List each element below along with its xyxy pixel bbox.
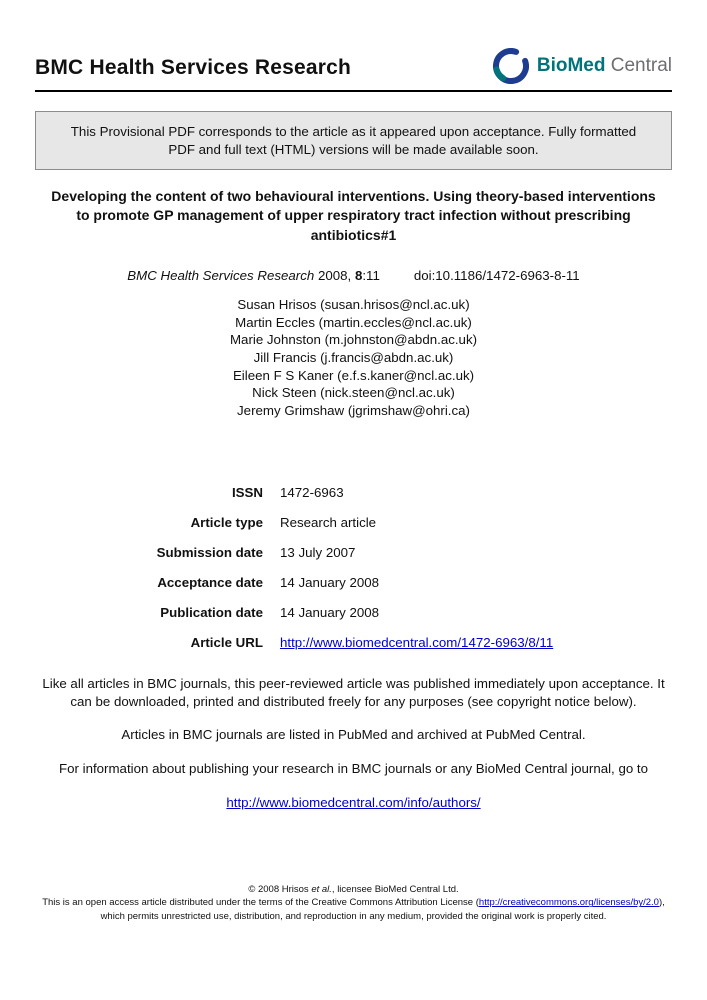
citation-volume: 8 — [354, 268, 363, 284]
biomed-central-logo — [493, 48, 672, 84]
license-after-link: ), — [658, 897, 665, 909]
license-before-link: This is an open access article distributed under the terms of the Creative Commons Attribution License ( — [42, 897, 479, 909]
publishing-info-paragraph: For information about publishing your research in BMC journals or any BioMed Central journal, go to — [58, 760, 649, 776]
metadata-row-article-type — [35, 514, 672, 531]
author-list — [35, 296, 672, 420]
metadata-label: Article type — [190, 514, 263, 530]
article-title: Developing the content of two behavioural interventions. Using theory-based interventions to promote GP management of upper respiratory tract infection without prescribing antibiotics#1 — [51, 188, 656, 243]
copyright-prefix: © 2008 Hrisos — [248, 884, 312, 896]
authors-info-link-line — [35, 795, 672, 810]
provisional-notice: This Provisional PDF corresponds to the article as it appeared upon acceptance. Fully formatted PDF and full text (HTML) versions will be made available soon. — [35, 111, 672, 170]
article-url-link[interactable]: http://www.biomedcentral.com/1472-6963/8/11 — [280, 634, 554, 650]
metadata-row-acceptance-date — [35, 574, 672, 591]
copyright-etal: et al. — [311, 884, 332, 896]
license-line2: which permits unrestricted use, distribution, and reproduction in any medium, provided the original work is properly cited. — [100, 910, 607, 922]
metadata-row-issn — [35, 484, 672, 501]
author: Eileen F S Kaner (e.f.s.kaner@ncl.ac.uk) — [232, 367, 475, 383]
metadata-table — [35, 484, 672, 651]
creative-commons-link[interactable]: http://creativecommons.org/licenses/by/2.0 — [478, 897, 659, 909]
copyright-line — [35, 883, 672, 896]
logo-text-biomed: BioMed — [536, 55, 606, 76]
author: Marie Johnston (m.johnston@abdn.ac.uk) — [229, 332, 478, 348]
pubmed-paragraph: Articles in BMC journals are listed in PubMed and archived at PubMed Central. — [121, 727, 586, 743]
metadata-value: 1472-6963 — [280, 484, 344, 500]
metadata-value: 14 January 2008 — [280, 574, 380, 590]
footer — [35, 883, 672, 923]
citation-issue: :11 — [362, 268, 380, 284]
biomed-central-logo-icon — [493, 48, 529, 84]
metadata-label: Publication date — [160, 604, 263, 620]
metadata-row-publication-date — [35, 604, 672, 621]
metadata-row-article-url — [35, 634, 672, 651]
metadata-label: ISSN — [231, 484, 263, 500]
metadata-value: 13 July 2007 — [280, 544, 356, 560]
author: Martin Eccles (martin.eccles@ncl.ac.uk) — [235, 314, 472, 330]
metadata-value — [280, 634, 672, 651]
journal-name: BMC Health Services Research — [35, 56, 352, 79]
metadata-row-submission-date — [35, 544, 672, 561]
license-text — [35, 896, 672, 923]
authors-info-link[interactable]: http://www.biomedcentral.com/info/authors/ — [226, 795, 481, 811]
open-access-paragraph: Like all articles in BMC journals, this peer-reviewed article was published immediately upon acceptance. It can be downloaded, printed and distributed freely for any purposes (see copyright notice below). — [42, 675, 665, 710]
metadata-value: 14 January 2008 — [280, 604, 380, 620]
citation-doi: doi:10.1186/1472-6963-8-11 — [413, 268, 580, 284]
author: Jeremy Grimshaw (jgrimshaw@ohri.ca) — [237, 403, 470, 419]
logo-text — [537, 55, 672, 77]
journal-header — [35, 48, 672, 84]
citation-journal: BMC Health Services Research — [127, 268, 315, 284]
metadata-label: Submission date — [156, 544, 263, 560]
header-rule — [35, 90, 672, 92]
citation-year: 2008, — [314, 268, 355, 284]
author: Susan Hrisos (susan.hrisos@ncl.ac.uk) — [237, 297, 470, 313]
metadata-value: Research article — [280, 514, 377, 530]
logo-text-central: Central — [610, 55, 672, 76]
citation-line — [35, 268, 672, 283]
metadata-label: Article URL — [190, 634, 263, 650]
copyright-suffix: , licensee BioMed Central Ltd. — [331, 884, 459, 896]
author: Jill Francis (j.francis@abdn.ac.uk) — [253, 350, 454, 366]
metadata-label: Acceptance date — [157, 574, 263, 590]
author: Nick Steen (nick.steen@ncl.ac.uk) — [252, 385, 455, 401]
